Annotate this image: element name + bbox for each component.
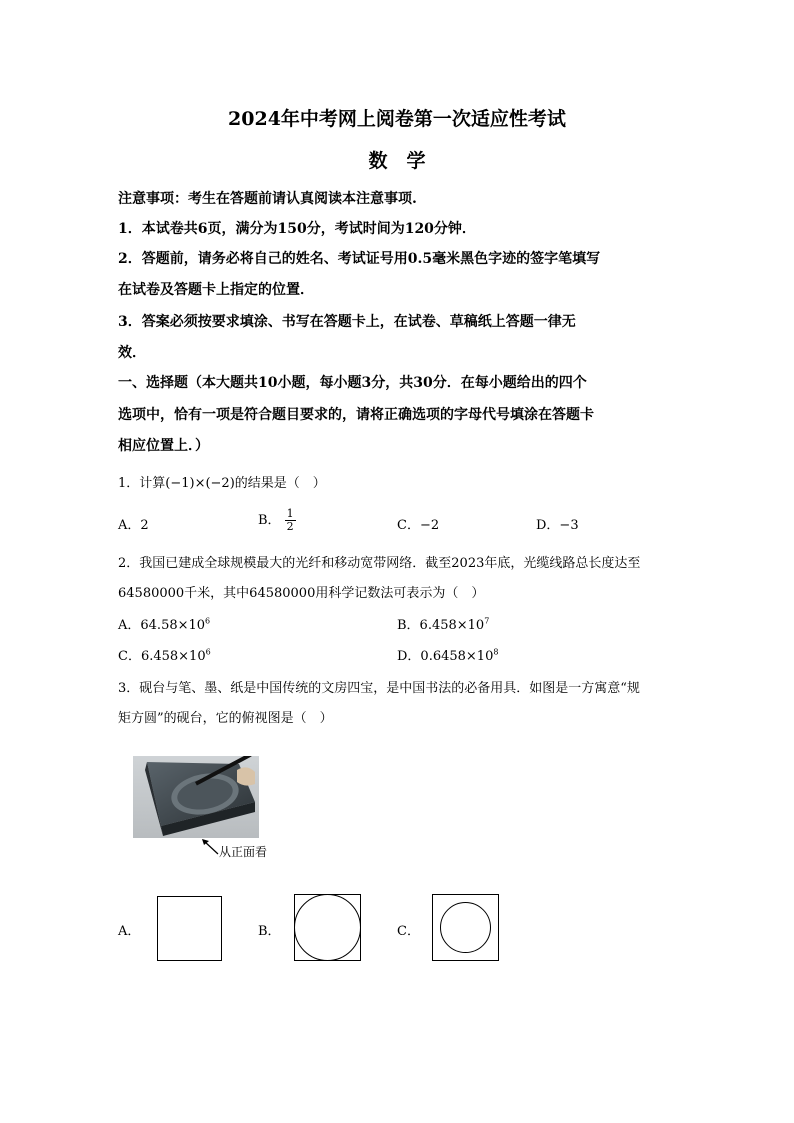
view-caption: 从正面看 — [219, 845, 268, 859]
notice-item-1: 1．本试卷共6页，满分为150分，考试时间为120分钟． — [118, 221, 476, 237]
q3-option-c-label: C． — [397, 924, 420, 939]
q3-option-a-square — [157, 896, 222, 961]
inkstone-illustration — [133, 756, 259, 838]
notice-item-3-line-2: 效． — [118, 345, 146, 361]
square-with-small-circle — [432, 894, 499, 961]
q1-option-b-label: B． — [258, 513, 281, 528]
q2-option-d-base: D．0.6458×10 — [397, 649, 494, 664]
inkstone-photo — [133, 756, 259, 838]
q3-option-c-figure — [432, 894, 499, 961]
q1-option-d: D．−3 — [536, 518, 579, 533]
q3-stem-line-1: 3．砚台与笔、墨、纸是中国传统的文房四宝，是中国书法的必备用具．如图是一方寓意“规 — [118, 681, 640, 696]
q1-option-b-numerator: 1 — [286, 507, 294, 520]
q2-option-a — [118, 614, 210, 633]
section-1-line-3: 相应位置上．） — [118, 438, 209, 454]
notice-heading: 注意事项：考生在答题前请认真阅读本注意事项. — [118, 191, 417, 207]
q2-option-d-exponent: 8 — [493, 647, 499, 657]
q1-stem: 1．计算(−1)×(−2)的结果是（ ） — [118, 476, 326, 491]
q2-option-c — [118, 645, 211, 664]
q1-option-a: A．2 — [118, 518, 149, 533]
section-1-line-1: 一、选择题（本大题共10小题，每小题3分，共30分．在每小题给出的四个 — [118, 375, 587, 391]
q2-stem-line-1: 2．我国已建成全球规模最大的光纤和移动宽带网络．截至2023年底，光缆线路总长度达至 — [118, 556, 641, 571]
q2-option-a-exponent: 6 — [205, 616, 211, 626]
q2-option-d — [397, 645, 498, 664]
q1-option-b-fraction — [285, 508, 296, 533]
q1-option-b — [258, 508, 296, 533]
q1-option-c: C．−2 — [397, 518, 440, 533]
q2-option-b-exponent: 7 — [484, 616, 490, 626]
q2-stem-line-2: 64580000千米，其中64580000用科学记数法可表示为（ ） — [118, 586, 485, 601]
q2-option-c-exponent: 6 — [205, 647, 211, 657]
q2-option-b-base: B．6.458×10 — [397, 618, 485, 633]
q2-option-b — [397, 614, 489, 633]
notice-item-3-line-1: 3．答案必须按要求填涂、书写在答题卡上，在试卷、草稿纸上答题一律无 — [118, 314, 576, 330]
q2-option-c-base: C．6.458×10 — [118, 649, 206, 664]
q2-option-a-base: A．64.58×10 — [118, 618, 206, 633]
q3-option-a-label: A． — [118, 924, 141, 939]
notice-item-2-line-2: 在试卷及答题卡上指定的位置． — [118, 282, 314, 298]
arrow-icon — [200, 838, 220, 856]
section-1-line-2: 选项中，恰有一项是符合题目要求的，请将正确选项的字母代号填涂在答题卡 — [118, 407, 594, 423]
notice-item-2-line-1: 2．答题前，请务必将自己的姓名、考试证号用0.5毫米黑色字迹的签字笔填写 — [118, 251, 601, 267]
subject-title: 数 学 — [368, 150, 426, 172]
q3-option-b-figure — [294, 894, 361, 961]
exam-title: 2024年中考网上阅卷第一次适应性考试 — [228, 108, 566, 130]
q3-stem-line-2: 矩方圆”的砚台，它的俯视图是（ ） — [118, 711, 333, 726]
square-with-inscribed-circle — [294, 894, 361, 961]
q1-option-b-denominator: 2 — [286, 520, 294, 533]
q3-option-b-label: B． — [258, 924, 281, 939]
